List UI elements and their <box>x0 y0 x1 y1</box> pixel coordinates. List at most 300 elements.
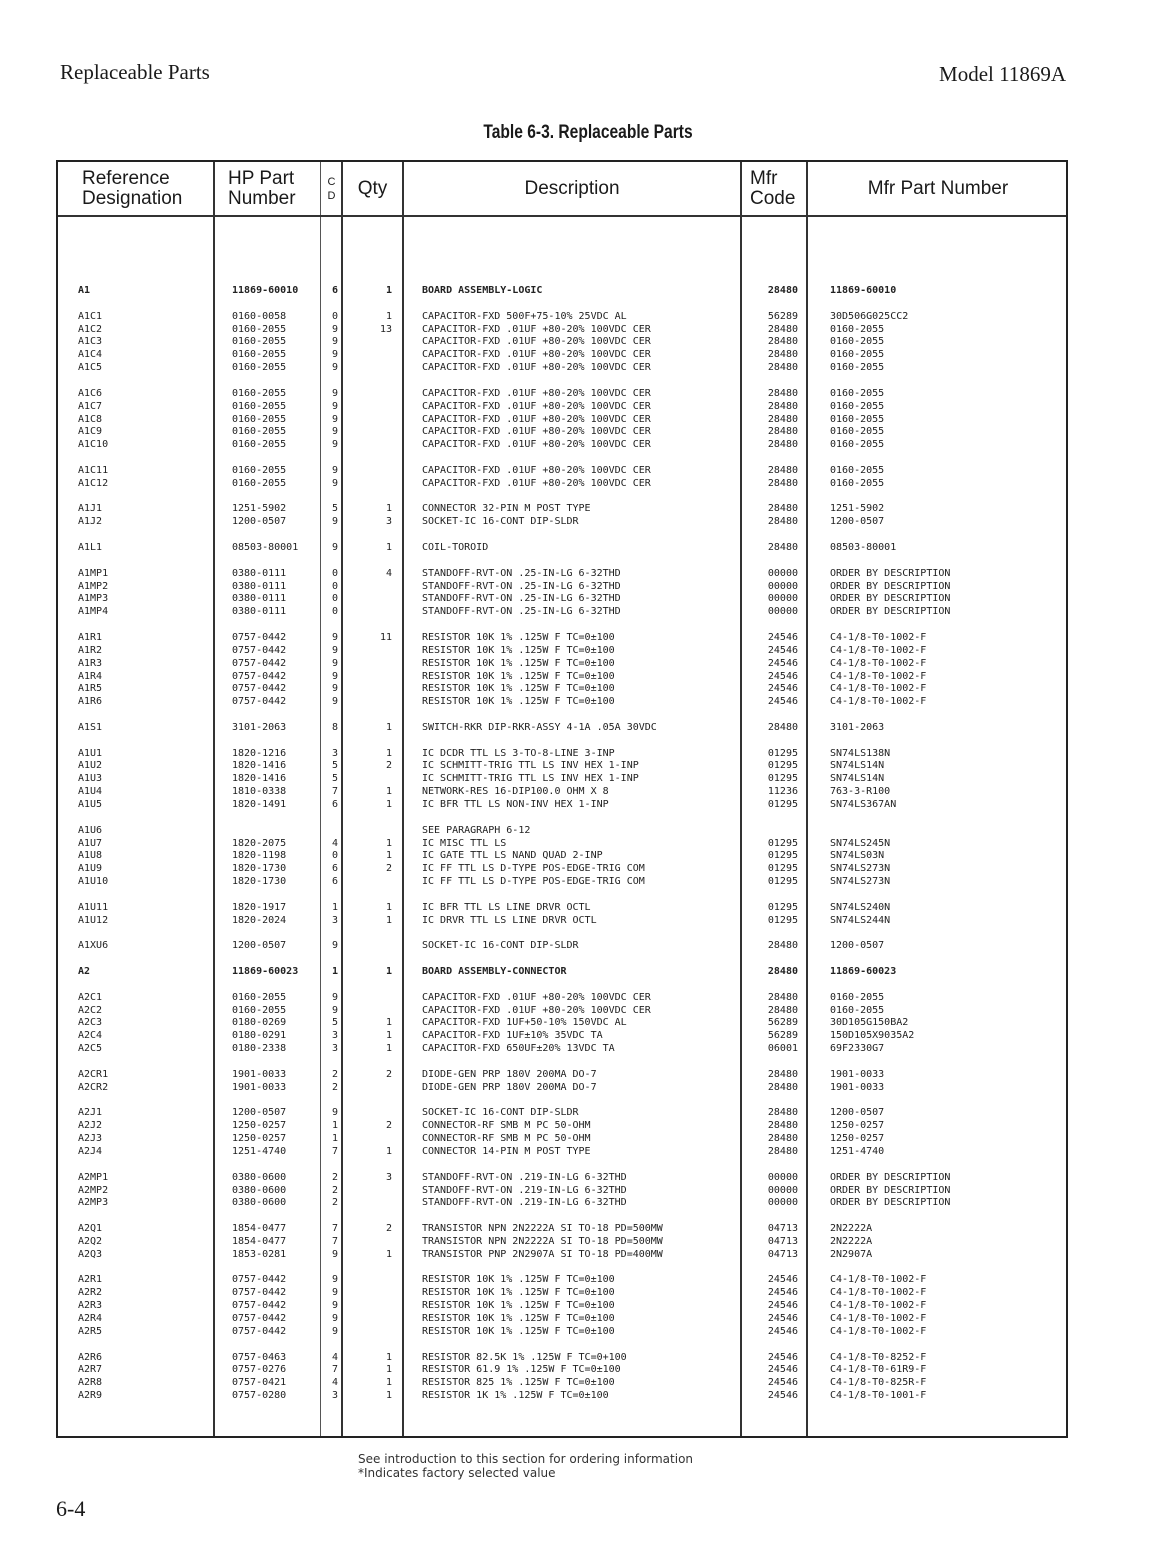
col-header-text: Mfr <box>750 167 778 189</box>
cell-hp: 0757-0442 <box>232 1325 287 1337</box>
cell-mpn: 0160-2055 <box>830 1004 885 1016</box>
cell-desc: STANDOFF-RVT-ON .25-IN-LG 6-32THD <box>422 593 621 605</box>
cell-desc: STANDOFF-RVT-ON .219-IN-LG 6-32THD <box>422 1184 627 1196</box>
cell-mfr: 56289 <box>767 1017 798 1029</box>
col-header-description <box>404 162 740 215</box>
cell-mfr: 56289 <box>767 310 798 322</box>
cell-mfr: 00000 <box>767 580 798 592</box>
cell-mfr: 28480 <box>767 464 798 476</box>
cell-hp: 0380-0600 <box>232 1197 287 1209</box>
cell-mpn: C4-1/8-T0-1002-F <box>830 1325 927 1337</box>
cell-desc: CAPACITOR-FXD .01UF +80-20% 100VDC CER <box>422 413 651 425</box>
cell-ref: A2J1 <box>78 1107 103 1119</box>
cell-qty: 1 <box>385 1377 392 1389</box>
cell-ref: A1MP2 <box>78 580 109 592</box>
cell-hp: 0757-0276 <box>232 1364 287 1376</box>
cell-ref: A2C3 <box>78 1017 103 1029</box>
cell-hp: 1901-0033 <box>232 1081 287 1093</box>
cell-mfr: 24546 <box>767 1351 798 1363</box>
cell-ref: A1S1 <box>78 721 103 733</box>
table-row <box>58 1016 1066 1029</box>
cell-mfr: 28480 <box>767 1068 798 1080</box>
cell-mfr: 28480 <box>767 991 798 1003</box>
cell-mfr: 28480 <box>767 516 798 528</box>
cell-desc: CAPACITOR-FXD 1UF+50-10% 150VDC AL <box>422 1017 627 1029</box>
cell-hp: 0757-0442 <box>232 1287 287 1299</box>
cell-qty: 1 <box>385 1145 392 1157</box>
cell-mfr: 00000 <box>767 567 798 579</box>
table-row <box>58 965 1066 978</box>
cell-hp: 1854-0477 <box>232 1235 287 1247</box>
cell-mpn: C4-1/8-T0-1002-F <box>830 683 927 695</box>
table-row <box>58 477 1066 490</box>
cell-ref: A1C6 <box>78 387 103 399</box>
cell-mfr: 24546 <box>767 670 798 682</box>
cell-mpn: 763-3-R100 <box>830 786 891 798</box>
table-row <box>58 1363 1066 1376</box>
cell-hp: 1820-1730 <box>232 863 287 875</box>
cell-mpn: 1200-0507 <box>830 1107 885 1119</box>
table-row <box>58 438 1066 451</box>
cell-hp: 0160-2055 <box>232 991 287 1003</box>
cell-desc: IC FF TTL LS D-TYPE POS-EDGE-TRIG COM <box>422 876 645 888</box>
cell-mpn: SN74LS273N <box>830 876 891 888</box>
cell-desc: DIODE-GEN PRP 180V 200MA DO-7 <box>422 1081 597 1093</box>
cell-cd: 9 <box>332 477 339 489</box>
cell-qty: 1 <box>385 799 392 810</box>
cell-cd: 9 <box>332 644 339 656</box>
cell-ref: A2R9 <box>78 1390 103 1402</box>
footnote <box>358 1452 693 1480</box>
col-header-qty <box>343 162 402 215</box>
cell-ref: A2C4 <box>78 1030 103 1042</box>
cell-desc: CAPACITOR-FXD .01UF +80-20% 100VDC CER <box>422 387 651 399</box>
cell-cd: 9 <box>332 940 339 952</box>
cell-hp: 0757-0463 <box>232 1351 287 1363</box>
cell-cd: 6 <box>332 876 339 888</box>
cell-cd: 2 <box>332 1068 339 1080</box>
cell-hp: 11869-60023 <box>232 966 299 978</box>
cell-cd: 9 <box>332 426 339 438</box>
cell-desc: IC BFR TTL LS NON-INV HEX 1-INP <box>422 799 609 810</box>
cell-hp: 0757-0280 <box>232 1390 287 1402</box>
cell-ref: A2 <box>78 966 91 978</box>
cell-hp: 1250-0257 <box>232 1133 287 1145</box>
cell-mpn: SN74LS14N <box>830 760 885 772</box>
cell-mpn: C4-1/8-T0-1002-F <box>830 1300 927 1312</box>
table-row <box>58 592 1066 605</box>
cell-mpn: ORDER BY DESCRIPTION <box>830 567 951 579</box>
cell-hp: 0160-2055 <box>232 1004 287 1016</box>
cell-desc: SWITCH-RKR DIP-RKR-ASSY 4-1A .05A 30VDC <box>422 721 657 733</box>
cell-cd: 9 <box>332 362 339 374</box>
cell-mpn: 0160-2055 <box>830 387 885 399</box>
cell-cd: 9 <box>332 516 339 528</box>
cell-mfr: 01295 <box>767 773 798 785</box>
table-row <box>58 541 1066 554</box>
cell-mfr: 28480 <box>767 426 798 438</box>
cell-desc: CAPACITOR-FXD .01UF +80-20% 100VDC CER <box>422 323 651 335</box>
cell-cd: 9 <box>332 542 339 553</box>
cell-cd: 9 <box>332 1274 339 1286</box>
cell-desc: RESISTOR 10K 1% .125W F TC=0±100 <box>422 631 615 643</box>
table-row <box>58 991 1066 1004</box>
cell-cd: 9 <box>332 683 339 695</box>
cell-cd: 5 <box>332 1017 339 1029</box>
table-row <box>58 939 1066 952</box>
table-row <box>58 670 1066 683</box>
cell-ref: A1U1 <box>78 747 103 759</box>
cell-hp: 0757-0442 <box>232 1274 287 1286</box>
table-row <box>58 657 1066 670</box>
cell-mfr: 28480 <box>767 1120 798 1132</box>
cell-hp: 1200-0507 <box>232 1107 287 1119</box>
cell-ref: A1R1 <box>78 631 103 643</box>
cell-desc: IC MISC TTL LS <box>422 837 507 849</box>
cell-mfr: 01295 <box>767 914 798 926</box>
cell-qty: 1 <box>385 503 392 515</box>
cell-desc: CAPACITOR-FXD .01UF +80-20% 100VDC CER <box>422 400 651 412</box>
cell-qty: 4 <box>385 567 392 579</box>
cell-desc: BOARD ASSEMBLY-LOGIC <box>422 285 543 296</box>
cell-cd: 2 <box>332 1197 339 1209</box>
cell-desc: CAPACITOR-FXD .01UF +80-20% 100VDC CER <box>422 991 651 1003</box>
cell-ref: A1U7 <box>78 837 103 849</box>
table-row <box>58 605 1066 618</box>
cell-cd: 3 <box>332 1030 339 1042</box>
table-row <box>58 682 1066 695</box>
table-row <box>58 400 1066 413</box>
table-row <box>58 323 1066 336</box>
cell-mfr: 24546 <box>767 1313 798 1324</box>
cell-cd: 9 <box>332 439 339 451</box>
cell-hp: 0160-0058 <box>232 310 287 322</box>
cell-ref: A2C5 <box>78 1043 103 1055</box>
cell-mpn: 0160-2055 <box>830 362 885 374</box>
cell-hp: 0160-2055 <box>232 400 287 412</box>
cell-cd: 7 <box>332 1364 339 1376</box>
cell-mpn: 1901-0033 <box>830 1068 885 1080</box>
cell-mpn: C4-1/8-T0-1002-F <box>830 631 927 643</box>
table-row <box>58 631 1066 644</box>
cell-desc: RESISTOR 10K 1% .125W F TC=0±100 <box>422 1300 615 1312</box>
table-row <box>58 1029 1066 1042</box>
cell-desc: RESISTOR 825 1% .125W F TC=0±100 <box>422 1377 615 1389</box>
cell-cd: 6 <box>332 285 339 296</box>
cell-ref: A2R2 <box>78 1287 103 1299</box>
cell-mfr: 24546 <box>767 644 798 656</box>
header-model-number: Model 11869A <box>939 62 1066 86</box>
cell-mpn: ORDER BY DESCRIPTION <box>830 1197 951 1209</box>
cell-hp: 1820-1216 <box>232 747 287 759</box>
cell-ref: A1C3 <box>78 336 103 348</box>
cell-ref: A2R5 <box>78 1325 103 1337</box>
col-header-text: Mfr Part Number <box>867 177 1009 199</box>
cell-desc: CAPACITOR-FXD .01UF +80-20% 100VDC CER <box>422 336 651 348</box>
table-row <box>58 849 1066 862</box>
cell-ref: A1C1 <box>78 310 103 322</box>
cell-desc: IC SCHMITT-TRIG TTL LS INV HEX 1-INP <box>422 773 639 785</box>
cell-ref: A2MP3 <box>78 1197 109 1209</box>
cell-ref: A1U2 <box>78 760 103 772</box>
cell-ref: A1U6 <box>78 824 103 836</box>
table-row <box>58 310 1066 323</box>
cell-mfr: 24546 <box>767 657 798 669</box>
cell-desc: NETWORK-RES 16-DIP100.0 OHM X 8 <box>422 786 609 798</box>
cell-mfr: 28480 <box>767 503 798 515</box>
cell-cd: 0 <box>332 310 339 322</box>
cell-ref: A2J2 <box>78 1120 103 1132</box>
cell-ref: A1U5 <box>78 799 103 810</box>
cell-qty: 1 <box>385 1017 392 1029</box>
cell-hp: 0160-2055 <box>232 323 287 335</box>
cell-mfr: 00000 <box>767 1197 798 1209</box>
cell-ref: A1J2 <box>78 516 103 528</box>
cell-ref: A2C1 <box>78 991 103 1003</box>
cell-desc: STANDOFF-RVT-ON .219-IN-LG 6-32THD <box>422 1197 627 1209</box>
cell-qty: 11 <box>379 631 392 643</box>
cell-desc: CAPACITOR-FXD .01UF +80-20% 100VDC CER <box>422 439 651 451</box>
cell-hp: 0160-2055 <box>232 464 287 476</box>
cell-ref: A1XU6 <box>78 940 109 952</box>
cell-cd: 2 <box>332 1081 339 1093</box>
cell-cd: 9 <box>332 696 339 708</box>
cell-hp: 0160-2055 <box>232 426 287 438</box>
cell-mfr: 00000 <box>767 1171 798 1183</box>
cell-mpn: C4-1/8-T0-1002-F <box>830 1274 927 1286</box>
table-row <box>58 837 1066 850</box>
cell-mfr: 11236 <box>767 786 798 798</box>
cell-mpn: ORDER BY DESCRIPTION <box>830 1171 951 1183</box>
table-title: Table 6-3. Replaceable Parts <box>483 122 693 143</box>
cell-cd: 9 <box>332 413 339 425</box>
cell-ref: A1U3 <box>78 773 103 785</box>
table-row <box>58 284 1066 297</box>
cell-qty: 3 <box>385 516 392 528</box>
cell-hp: 0757-0442 <box>232 644 287 656</box>
cell-ref: A1L1 <box>78 542 103 553</box>
table-row <box>58 348 1066 361</box>
cell-ref: A1C4 <box>78 349 103 361</box>
table-row <box>58 644 1066 657</box>
cell-mpn: SN74LS240N <box>830 901 891 913</box>
cell-mfr: 28480 <box>767 285 798 296</box>
table-row <box>58 862 1066 875</box>
cell-desc: CAPACITOR-FXD 1UF±10% 35VDC TA <box>422 1030 603 1042</box>
cell-ref: A1U9 <box>78 863 103 875</box>
cell-mfr: 28480 <box>767 1145 798 1157</box>
cell-hp: 1820-1917 <box>232 901 287 913</box>
table-row <box>58 1376 1066 1389</box>
cell-desc: RESISTOR 10K 1% .125W F TC=0±100 <box>422 657 615 669</box>
cell-ref: A2R8 <box>78 1377 103 1389</box>
cell-desc: STANDOFF-RVT-ON .25-IN-LG 6-32THD <box>422 580 621 592</box>
table-row <box>58 759 1066 772</box>
footnote-factory-selected: *Indicates factory selected value <box>358 1466 556 1480</box>
cell-ref: A2R7 <box>78 1364 103 1376</box>
cell-cd: 5 <box>332 503 339 515</box>
cell-qty: 1 <box>385 310 392 322</box>
cell-mfr: 00000 <box>767 1184 798 1196</box>
cell-hp: 0380-0111 <box>232 606 287 618</box>
cell-hp: 0180-2338 <box>232 1043 287 1055</box>
cell-mpn: 11869-60010 <box>830 285 897 296</box>
cell-hp: 0380-0600 <box>232 1184 287 1196</box>
col-header-hp-part-number <box>228 162 320 215</box>
cell-ref: A1U11 <box>78 901 109 913</box>
cell-mfr: 56289 <box>767 1030 798 1042</box>
table-row <box>58 1222 1066 1235</box>
cell-cd: 3 <box>332 1043 339 1055</box>
cell-desc: COIL-TOROID <box>422 542 489 553</box>
col-header-mfr-part-number <box>808 162 1068 215</box>
table-row <box>58 580 1066 593</box>
col-header-mfr-code <box>750 162 806 215</box>
table-row <box>58 387 1066 400</box>
cell-hp: 1251-5902 <box>232 503 287 515</box>
cell-mpn: 1200-0507 <box>830 940 885 952</box>
cell-mfr: 28480 <box>767 940 798 952</box>
cell-cd: 1 <box>332 1120 339 1132</box>
cell-desc: TRANSISTOR NPN 2N2222A SI TO-18 PD=500MW <box>422 1223 663 1235</box>
page-number: 6-4 <box>56 1496 86 1521</box>
table-row <box>58 1042 1066 1055</box>
cell-mfr: 24546 <box>767 1390 798 1402</box>
cell-mfr: 28480 <box>767 349 798 361</box>
cell-qty: 1 <box>385 1351 392 1363</box>
cell-cd: 9 <box>332 387 339 399</box>
cell-mfr: 28480 <box>767 336 798 348</box>
cell-mpn: ORDER BY DESCRIPTION <box>830 1184 951 1196</box>
cell-ref: A1MP1 <box>78 567 109 579</box>
cell-qty: 1 <box>385 837 392 849</box>
cell-hp: 1820-1730 <box>232 876 287 888</box>
cell-qty: 1 <box>385 542 392 553</box>
cell-cd: 7 <box>332 786 339 798</box>
cell-hp: 0380-0111 <box>232 580 287 592</box>
cell-ref: A1C12 <box>78 477 109 489</box>
table-row <box>58 798 1066 811</box>
cell-cd: 4 <box>332 837 339 849</box>
cell-mfr: 06001 <box>767 1043 798 1055</box>
cell-mpn: C4-1/8-T0-1002-F <box>830 1313 927 1324</box>
cell-mfr: 28480 <box>767 477 798 489</box>
cell-mfr: 28480 <box>767 387 798 399</box>
cell-mpn: C4-1/8-T0-1002-F <box>830 1287 927 1299</box>
table-row <box>58 1351 1066 1364</box>
cell-hp: 0380-0111 <box>232 567 287 579</box>
cell-hp: 0160-2055 <box>232 387 287 399</box>
cell-desc: RESISTOR 61.9 1% .125W F TC=0±100 <box>422 1364 621 1376</box>
table-row <box>58 464 1066 477</box>
cell-mfr: 24546 <box>767 1274 798 1286</box>
cell-hp: 0180-0269 <box>232 1017 287 1029</box>
table-row <box>58 1132 1066 1145</box>
table-row <box>58 425 1066 438</box>
cell-mfr: 28480 <box>767 1133 798 1145</box>
cell-mfr: 24546 <box>767 1377 798 1389</box>
cell-desc: SOCKET-IC 16-CONT DIP-SLDR <box>422 1107 579 1119</box>
cell-cd: 4 <box>332 1351 339 1363</box>
table-row <box>58 361 1066 374</box>
cell-mpn: 1251-4740 <box>830 1145 885 1157</box>
cell-cd: 2 <box>332 1184 339 1196</box>
col-header-cd <box>322 162 341 215</box>
cell-mfr: 01295 <box>767 901 798 913</box>
cell-cd: 3 <box>332 1390 339 1402</box>
table-row <box>58 721 1066 734</box>
cell-desc: RESISTOR 10K 1% .125W F TC=0±100 <box>422 1313 615 1324</box>
cell-hp: 1820-2075 <box>232 837 287 849</box>
cell-mfr: 28480 <box>767 323 798 335</box>
table-row <box>58 1389 1066 1402</box>
cell-desc: CAPACITOR-FXD .01UF +80-20% 100VDC CER <box>422 349 651 361</box>
cell-hp: 1853-0281 <box>232 1248 287 1260</box>
col-header-text: C <box>327 175 336 188</box>
cell-ref: A2CR2 <box>78 1081 109 1093</box>
table-row <box>58 747 1066 760</box>
cell-ref: A2Q2 <box>78 1235 103 1247</box>
table-row <box>58 785 1066 798</box>
cell-desc: CAPACITOR-FXD .01UF +80-20% 100VDC CER <box>422 464 651 476</box>
cell-mpn: 2N2222A <box>830 1223 873 1235</box>
cell-ref: A2R4 <box>78 1313 103 1324</box>
cell-mpn: 1250-0257 <box>830 1120 885 1132</box>
table-row <box>58 695 1066 708</box>
cell-mfr: 04713 <box>767 1223 798 1235</box>
cell-qty: 3 <box>385 1171 392 1183</box>
cell-mfr: 24546 <box>767 631 798 643</box>
cell-mpn: 0160-2055 <box>830 991 885 1003</box>
cell-desc: CAPACITOR-FXD .01UF +80-20% 100VDC CER <box>422 362 651 374</box>
cell-cd: 5 <box>332 760 339 772</box>
cell-mpn: 0160-2055 <box>830 323 885 335</box>
cell-ref: A1R2 <box>78 644 103 656</box>
cell-mpn: 0160-2055 <box>830 439 885 451</box>
cell-qty: 1 <box>385 1043 392 1055</box>
cell-qty: 1 <box>385 1364 392 1376</box>
cell-ref: A1C5 <box>78 362 103 374</box>
cell-mpn: 1200-0507 <box>830 516 885 528</box>
cell-hp: 0160-2055 <box>232 349 287 361</box>
cell-cd: 3 <box>332 747 339 759</box>
cell-mpn: 2N2907A <box>830 1248 873 1260</box>
cell-desc: CAPACITOR-FXD .01UF +80-20% 100VDC CER <box>422 1004 651 1016</box>
cell-cd: 5 <box>332 773 339 785</box>
cell-cd: 9 <box>332 1287 339 1299</box>
cell-desc: RESISTOR 10K 1% .125W F TC=0±100 <box>422 670 615 682</box>
cell-hp: 0160-2055 <box>232 439 287 451</box>
cell-cd: 0 <box>332 850 339 862</box>
cell-mfr: 00000 <box>767 593 798 605</box>
cell-hp: 0757-0421 <box>232 1377 287 1389</box>
cell-desc: RESISTOR 10K 1% .125W F TC=0±100 <box>422 1287 615 1299</box>
cell-desc: BOARD ASSEMBLY-CONNECTOR <box>422 966 567 978</box>
cell-qty: 13 <box>379 323 392 335</box>
cell-mfr: 24546 <box>767 1300 798 1312</box>
cell-qty: 1 <box>385 914 392 926</box>
cell-ref: A1MP4 <box>78 606 109 618</box>
cell-hp: 0757-0442 <box>232 683 287 695</box>
cell-qty: 1 <box>385 721 392 733</box>
cell-hp: 1250-0257 <box>232 1120 287 1132</box>
cell-mpn: C4-1/8-T0-1002-F <box>830 657 927 669</box>
cell-ref: A1C11 <box>78 464 109 476</box>
cell-mpn: C4-1/8-T0-61R9-F <box>830 1364 927 1376</box>
cell-ref: A1U4 <box>78 786 103 798</box>
cell-desc: IC FF TTL LS D-TYPE POS-EDGE-TRIG COM <box>422 863 645 875</box>
cell-cd: 4 <box>332 1377 339 1389</box>
